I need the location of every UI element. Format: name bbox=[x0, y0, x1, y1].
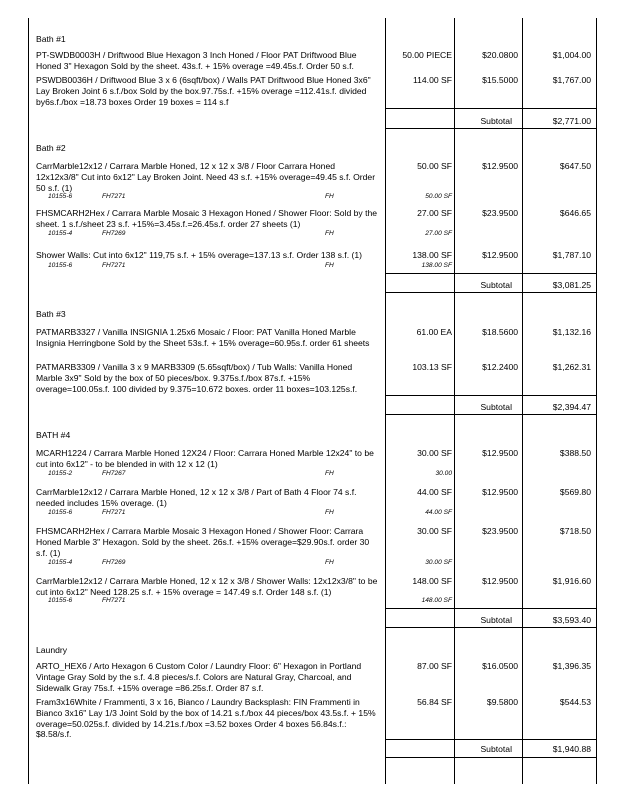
lot-quantity: 27.00 SF bbox=[425, 230, 452, 237]
lot-number: 10155-4 bbox=[48, 559, 73, 566]
item-description: CarrMarble12x12 / Carrara Marble Honed, 12 x 12 x 3/8 / Floor Carrara Honed 12x12x3/8" Cut into 6x12" Lay Broken Joint. Need 43 s.f. +15% overage=49.45 s.f. Order 50 s.f. (1) bbox=[36, 161, 376, 193]
section-title: Bath #1 bbox=[36, 34, 66, 44]
item-quantity: 114.00 SF bbox=[412, 75, 452, 85]
item-total: $647.50 bbox=[559, 161, 591, 171]
item-total: $569.80 bbox=[559, 487, 591, 497]
subtotal-rule bbox=[385, 292, 596, 293]
subtotal-amount: $3,081.25 bbox=[552, 280, 591, 290]
item-unit-price: $12.9500 bbox=[482, 487, 518, 497]
section-title: Bath #2 bbox=[36, 143, 66, 153]
lot-quantity: 138.00 SF bbox=[421, 262, 452, 269]
subtotal-rule bbox=[385, 108, 596, 109]
subtotal-rule bbox=[385, 739, 596, 740]
lot-tag: FH bbox=[325, 193, 334, 200]
item-quantity: 138.00 SF bbox=[412, 250, 452, 260]
item-quantity: 56.84 SF bbox=[417, 697, 452, 707]
item-description: PATMARB3327 / Vanilla INSIGNIA 1.25x6 Mosaic / Floor: PAT Vanilla Honed Marble Insignia Herringbone Sold by the Sheet 53s.f. + 15% overage=60.95s.f. order 61 sheets bbox=[36, 327, 370, 348]
subtotal-amount: $3,593.40 bbox=[552, 615, 591, 625]
item-total: $1,767.00 bbox=[552, 75, 591, 85]
subtotal-rule bbox=[385, 128, 596, 129]
item-quantity: 103.13 SF bbox=[412, 362, 452, 372]
item-description: PSWDB0036H / Driftwood Blue 3 x 6 (6sqft/box) / Walls PAT Driftwood Blue Honed 3x6" Lay Broken Joint 6 s.f./box Sold by the box.97.75s.f. +15% overage =112.41s.f. divided by6s.f./box =18.73 boxes Order 19 boxes = 114 s.f bbox=[36, 75, 371, 107]
column-divider bbox=[596, 18, 597, 784]
lot-number: 10155-6 bbox=[48, 262, 73, 269]
item-description: FHSMCARH2Hex / Carrara Marble Mosaic 3 Hexagon Honed / Shower Floor: Sold by the sheet. 1 s.f./sheet 23 s.f. +15%=3.45s.f.=26.45s.f. order 27 sheets (1) bbox=[36, 208, 378, 229]
item-unit-price: $18.5600 bbox=[482, 327, 518, 337]
item-unit-price: $23.9500 bbox=[482, 526, 518, 536]
item-quantity: 50.00 PIECE bbox=[402, 50, 452, 60]
item-description: CarrMarble12x12 / Carrara Marble Honed, 12 x 12 x 3/8 / Part of Bath 4 Floor 74 s.f. needed includes 15% overage. (1) bbox=[36, 487, 357, 508]
lot-code: FH7271 bbox=[102, 262, 126, 269]
item-total: $646.65 bbox=[559, 208, 591, 218]
item-quantity: 148.00 SF bbox=[412, 576, 452, 586]
section-title: Laundry bbox=[36, 645, 68, 655]
item-unit-price: $12.9500 bbox=[482, 448, 518, 458]
item-unit-price: $20.0800 bbox=[482, 50, 518, 60]
item-total: $544.53 bbox=[559, 697, 591, 707]
lot-tag: FH bbox=[325, 230, 334, 237]
lot-code: FH7271 bbox=[102, 597, 126, 604]
item-unit-price: $9.5800 bbox=[486, 697, 518, 707]
item-total: $718.50 bbox=[559, 526, 591, 536]
item-description: ARTO_HEX6 / Arto Hexagon 6 Custom Color / Laundry Floor: 6" Hexagon in Portland Vintage Gray Sold by the s.f. 4.8 pieces/s.f. Colors are Natural Gray, Charcoal, and Sidewalk Gray 75s.f. +15% overage =86.25s.f. Order 87 s.f. bbox=[36, 661, 362, 693]
lot-tag: FH bbox=[325, 509, 334, 516]
lot-quantity: 44.00 SF bbox=[425, 509, 452, 516]
item-description: PATMARB3309 / Vanilla 3 x 9 MARB3309 (5.65sqft/box) / Tub Walls: Vanilla Honed Marble 3x9" Sold by the box of 50 pieces/box. 9.375s.f./box 87s.f. +15% overage=100.05s.f. 100 divided by 9.375=10.672 boxes. order 11 boxes=103.125s.f. bbox=[36, 362, 358, 394]
subtotal-rule bbox=[385, 608, 596, 609]
item-quantity: 87.00 SF bbox=[417, 661, 452, 671]
lot-code: FH7271 bbox=[102, 509, 126, 516]
subtotal-rule bbox=[385, 757, 596, 758]
subtotal-amount: $1,940.88 bbox=[552, 744, 591, 754]
item-unit-price: $16.0500 bbox=[482, 661, 518, 671]
item-quantity: 27.00 SF bbox=[417, 208, 452, 218]
lot-tag: FH bbox=[325, 262, 334, 269]
lot-code: FH7271 bbox=[102, 193, 126, 200]
lot-number: 10155-6 bbox=[48, 597, 73, 604]
subtotal-label: Subtotal bbox=[480, 744, 512, 754]
lot-number: 10155-4 bbox=[48, 230, 73, 237]
item-unit-price: $23.9500 bbox=[482, 208, 518, 218]
section-title: BATH #4 bbox=[36, 430, 71, 440]
item-total: $1,787.10 bbox=[552, 250, 591, 260]
lot-code: FH7267 bbox=[102, 470, 126, 477]
item-quantity: 30.00 SF bbox=[417, 526, 452, 536]
subtotal-rule bbox=[385, 627, 596, 628]
item-quantity: 61.00 EA bbox=[416, 327, 452, 337]
lot-tag: FH bbox=[325, 559, 334, 566]
item-description: MCARH1224 / Carrara Marble Honed 12X24 / Floor: Carrara Honed Marble 12x24" to be cut into 6x12" - to be blended in with 12 x 12 (1) bbox=[36, 448, 374, 469]
subtotal-label: Subtotal bbox=[480, 116, 512, 126]
item-total: $388.50 bbox=[559, 448, 591, 458]
item-unit-price: $12.2400 bbox=[482, 362, 518, 372]
subtotal-amount: $2,771.00 bbox=[552, 116, 591, 126]
lot-code: FH7269 bbox=[102, 230, 126, 237]
column-divider bbox=[28, 18, 29, 784]
item-description: FHSMCARH2Hex / Carrara Marble Mosaic 3 Hexagon Honed / Shower Floor: Carrara Honed Marble 3" Hexagon. Sold by the sheet. 26s.f. +15% overage=$29.90s.f. order 30 s.f. (1) bbox=[36, 526, 370, 558]
subtotal-rule bbox=[385, 273, 596, 274]
subtotal-label: Subtotal bbox=[480, 280, 512, 290]
subtotal-label: Subtotal bbox=[480, 402, 512, 412]
item-description: CarrMarble12x12 / Carrara Marble Honed, 12 x 12 x 3/8 / Shower Walls: 12x12x3/8" to be cut into 6x12" Need 128.25 s.f. + 15% overage = 147.49 s.f. Order 148 s.f. (1) bbox=[36, 576, 378, 597]
lot-code: FH7269 bbox=[102, 559, 126, 566]
lot-quantity: 148.00 SF bbox=[421, 597, 452, 604]
lot-quantity: 30.00 SF bbox=[425, 559, 452, 566]
item-quantity: 30.00 SF bbox=[417, 448, 452, 458]
item-unit-price: $12.9500 bbox=[482, 161, 518, 171]
subtotal-rule bbox=[385, 395, 596, 396]
subtotal-amount: $2,394.47 bbox=[552, 402, 591, 412]
item-total: $1,262.31 bbox=[552, 362, 591, 372]
item-unit-price: $12.9500 bbox=[482, 576, 518, 586]
item-quantity: 44.00 SF bbox=[417, 487, 452, 497]
lot-quantity: 30.00 bbox=[435, 470, 452, 477]
lot-number: 10155-6 bbox=[48, 193, 73, 200]
item-description: Shower Walls: Cut into 6x12" 119,75 s.f. + 15% overage=137.13 s.f. Order 138 s.f. (1) bbox=[36, 250, 362, 260]
lot-number: 10155-6 bbox=[48, 509, 73, 516]
item-total: $1,396.35 bbox=[552, 661, 591, 671]
item-total: $1,132.16 bbox=[552, 327, 591, 337]
lot-number: 10155-2 bbox=[48, 470, 73, 477]
item-unit-price: $12.9500 bbox=[482, 250, 518, 260]
lot-tag: FH bbox=[325, 470, 334, 477]
item-description: Fram3x16White / Frammenti, 3 x 16, Bianco / Laundry Backsplash: FIN Frammenti in Bianco 3x16" Lay 1/3 Joint Sold by the box of 14.21 s.f./box 44 pieces/box 43.5s.f. + 15% overage=50.025s.f. divided by 14.21s.f./box =3.52 boxes Order 4 boxes 56.84s.f.: $8.58/s.f. bbox=[36, 697, 376, 740]
section-title: Bath #3 bbox=[36, 309, 66, 319]
item-total: $1,916.60 bbox=[552, 576, 591, 586]
item-quantity: 50.00 SF bbox=[417, 161, 452, 171]
subtotal-rule bbox=[385, 414, 596, 415]
lot-quantity: 50.00 SF bbox=[425, 193, 452, 200]
item-total: $1,004.00 bbox=[552, 50, 591, 60]
subtotal-label: Subtotal bbox=[480, 615, 512, 625]
item-unit-price: $15.5000 bbox=[482, 75, 518, 85]
item-description: PT-SWDB0003H / Driftwood Blue Hexagon 3 Inch Honed / Floor PAT Driftwood Blue Honed 3" Hexagon Sold by the sheet. 43s.f. + 15% overage =49.45s.f. Order 50 s.f. bbox=[36, 50, 357, 71]
